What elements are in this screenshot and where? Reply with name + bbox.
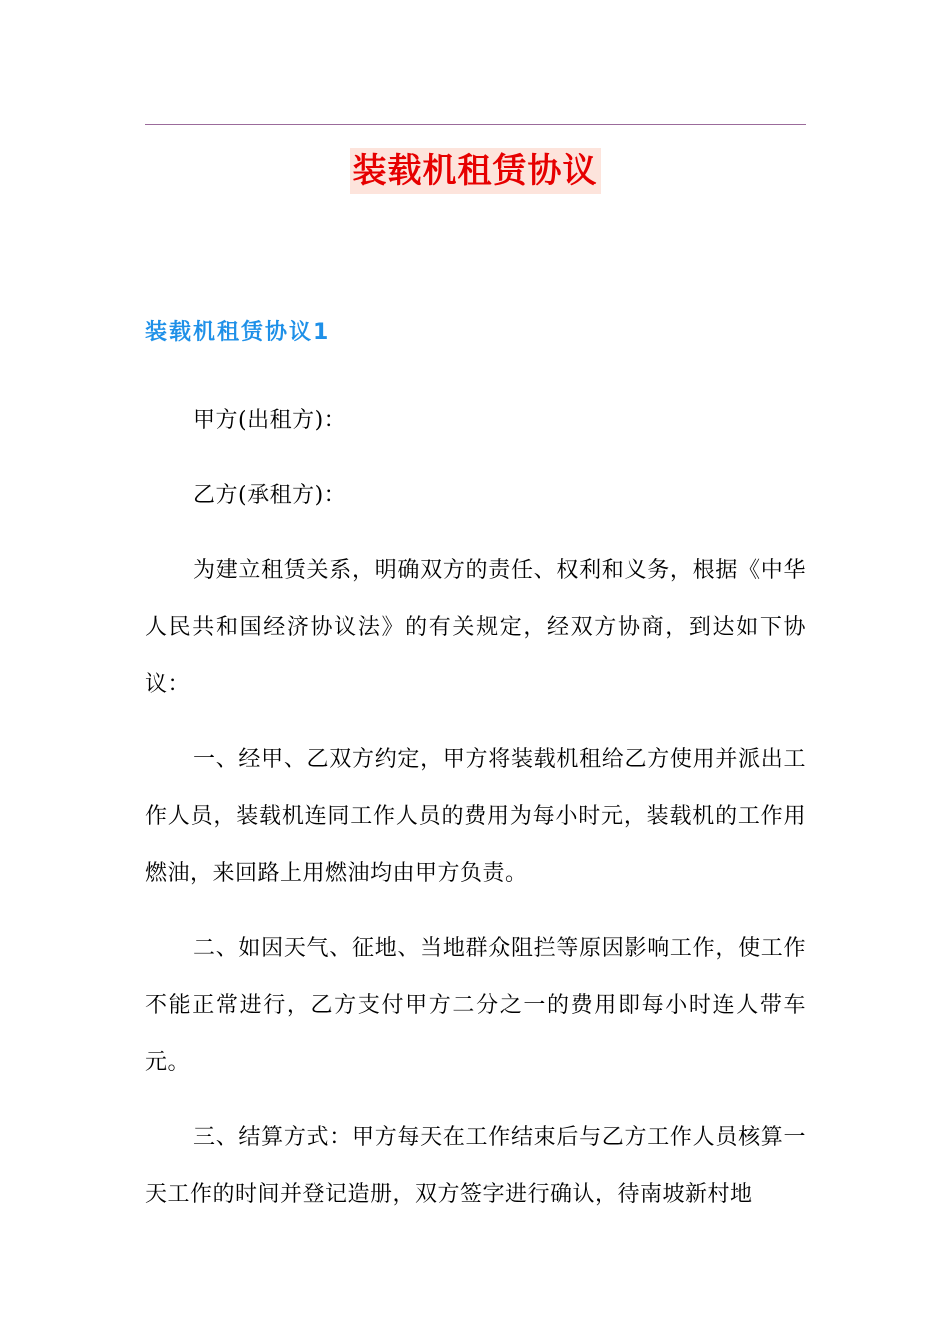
party-b-line: 乙方(承租方)： [193, 483, 347, 508]
clause-3-paragraph: 三、结算方式：甲方每天在工作结束后与乙方工作人员核算一天工作的时间并登记造册，双方签字进行确认，待南坡新村地 [145, 1125, 806, 1207]
document-title: 装载机租赁协议 [350, 148, 601, 194]
clause-2-paragraph: 二、如因天气、征地、当地群众阻拦等原因影响工作，使工作不能正常进行，乙方支付甲方二分之一的费用即每小时连人带车元。 [145, 936, 806, 1075]
preamble-paragraph: 为建立租赁关系，明确双方的责任、权利和义务，根据《中华人民共和国经济协议法》的有关规定，经双方协商，到达如下协议： [145, 558, 806, 697]
section-heading: 装载机租赁协议1 [145, 320, 331, 345]
header-divider [145, 124, 806, 125]
title-container [0, 148, 950, 194]
clause-1-paragraph: 一、经甲、乙双方约定，甲方将装载机租给乙方使用并派出工作人员，装载机连同工作人员的费用为每小时元，装载机的工作用燃油，来回路上用燃油均由甲方负责。 [145, 747, 806, 886]
document-body [145, 392, 806, 1241]
party-a-line: 甲方(出租方)： [193, 408, 347, 433]
